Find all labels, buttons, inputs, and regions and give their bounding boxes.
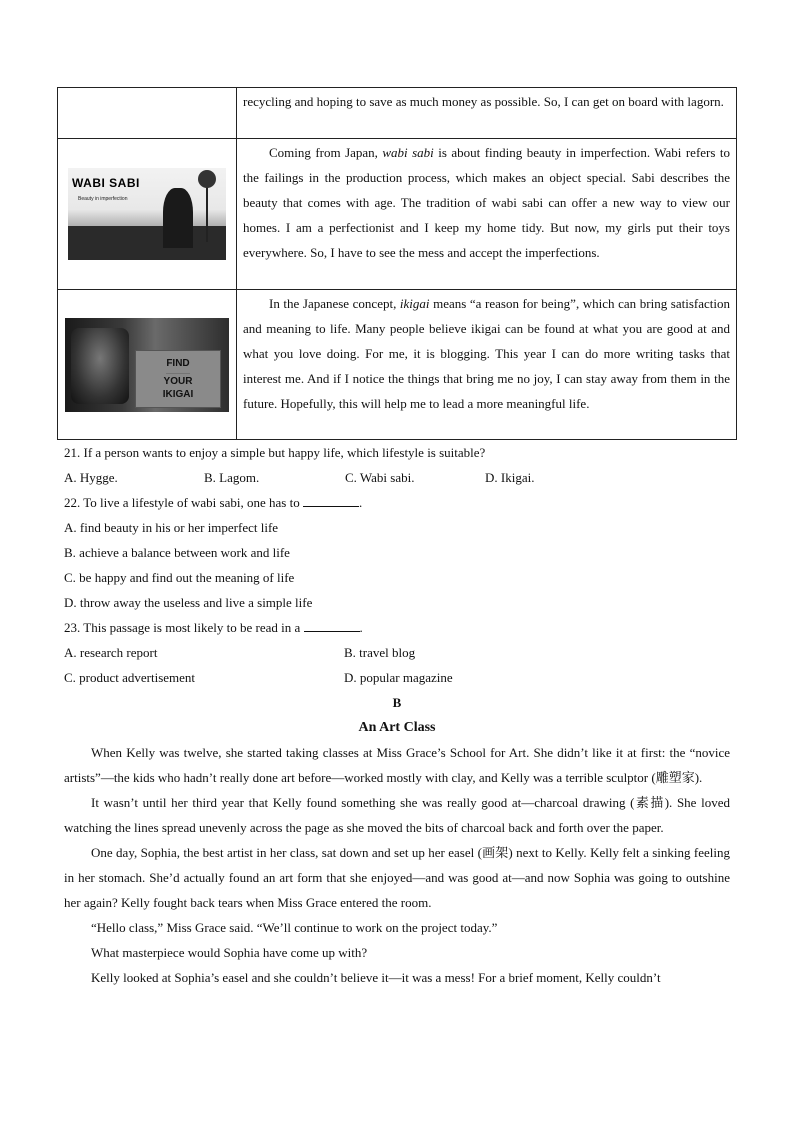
answer-blank[interactable]: [303, 492, 359, 507]
wabi-sabi-paragraph: [243, 140, 730, 265]
question-23-options-row2: [64, 665, 730, 690]
ikigai-line-3: IKIGAI: [162, 388, 194, 400]
image-cell: [58, 290, 237, 440]
passage-paragraph: When Kelly was twelve, she started taking classes at Miss Grace’s School for Art. She didn’t like it at first: the “novice artists”—the kids who hadn’t really done art before—worked mostly with clay, and Kelly was a terrible sculptor (雕塑家).: [64, 745, 730, 785]
questions-and-passage: [64, 440, 730, 990]
option-a[interactable]: A. find beauty in his or her imperfect life: [64, 520, 279, 535]
text-run: In the Japanese concept,: [269, 296, 400, 311]
option-b[interactable]: B. Lagom.: [204, 470, 260, 485]
option-d[interactable]: D. throw away the useless and live a simple life: [64, 595, 313, 610]
option-d[interactable]: D. popular magazine: [344, 670, 453, 685]
image-figure: [163, 188, 193, 248]
option-d[interactable]: D. Ikigai.: [485, 470, 535, 485]
question-22: 22. To live a lifestyle of wabi sabi, one has to .: [64, 490, 730, 515]
passage-paragraph: What masterpiece would Sophia have come up with?: [91, 945, 368, 960]
passage-paragraph: “Hello class,” Miss Grace said. “We’ll continue to work on the project today.”: [91, 920, 498, 935]
ikigai-card: [135, 350, 221, 408]
table-row: [58, 139, 737, 290]
text-run: is about finding beauty in imperfection. Wabi refers to the failings in the production process, which makes an object special. Sabi describes the beauty that comes with age. The tradition of wabi sabi can offer a new way to view our homes. I am a perfectionist and I keep my home tidy. But now, my girls put their toys everywhere. So, I have to see the mess and accept the imperfections.: [243, 145, 731, 260]
wabi-sabi-image-subtitle: Beauty in imperfection: [78, 196, 128, 202]
table-row: [58, 290, 737, 440]
option-b[interactable]: B. travel blog: [344, 645, 416, 660]
option-c[interactable]: C. Wabi sabi.: [345, 470, 415, 485]
passage-paragraph: One day, Sophia, the best artist in her class, sat down and set up her easel (画架) next to Kelly. Kelly felt a sinking feeling in her stomach. She’d actually found an art form that she enjoyed—and was good at—and now Sophia was going to outshine her again? Kelly fought back tears when Miss Grace entered the room.: [64, 845, 730, 910]
question-23: 23. This passage is most likely to be read in a .: [64, 615, 730, 640]
ikigai-divider: ——————: [166, 369, 190, 375]
option-a[interactable]: A. Hygge.: [64, 470, 118, 485]
ikigai-image: [65, 318, 229, 412]
passage-paragraph: Kelly looked at Sophia’s easel and she couldn’t believe it—it was a mess! For a brief moment, Kelly couldn’t: [91, 970, 661, 985]
question-21: 21. If a person wants to enjoy a simple but happy life, which lifestyle is suitable?: [64, 445, 486, 460]
term-wabi-sabi: wabi sabi: [382, 145, 434, 160]
image-cell-empty: [58, 88, 237, 139]
text-run: means “a reason for being”, which can bring satisfaction and meaning to life. Many people believe ikigai can be found at what you are good at and what you love doing. For me, it is blogging. This year I can do more writing tasks that interest me. And if I notice the things that bring me no joy, I can stay away from them in the future. Hopefully, this will help me to lead a more meaningful life.: [243, 296, 730, 411]
option-c[interactable]: C. product advertisement: [64, 670, 196, 685]
lifestyle-table: [57, 87, 737, 440]
ikigai-line-2: YOUR: [163, 375, 193, 387]
passage-paragraph: It wasn’t until her third year that Kelly found something she was really good at—charcoal drawing (素描). She loved watching the lines spread unevenly across the page as she moved the bits of charcoal back and forth over the paper.: [64, 795, 730, 835]
answer-blank[interactable]: [304, 617, 360, 632]
section-letter: B: [392, 695, 402, 710]
wabi-sabi-image-title: WABI SABI: [72, 176, 140, 190]
passage-title: An Art Class: [358, 720, 436, 735]
image-cell: [58, 139, 237, 290]
option-c[interactable]: C. be happy and find out the meaning of life: [64, 570, 295, 585]
question-22-stem: 22. To live a lifestyle of wabi sabi, one has to: [64, 495, 300, 510]
image-shadow: [68, 226, 226, 260]
palm-trunk: [206, 182, 208, 242]
ikigai-paragraph: [243, 291, 730, 416]
question-23-stem: 23. This passage is most likely to be read in a: [64, 620, 301, 635]
ikigai-line-1: FIND: [166, 357, 190, 369]
text-run: Coming from Japan,: [269, 145, 383, 160]
term-ikigai: ikigai: [399, 296, 430, 311]
text-cell: [237, 290, 737, 440]
tree-graphic: [71, 328, 129, 404]
question-21-options: [64, 465, 730, 490]
palm-leaves: [198, 170, 216, 188]
table-row: [58, 88, 737, 139]
text-cell: [237, 139, 737, 290]
wabi-sabi-image: [68, 168, 226, 260]
option-a[interactable]: A. research report: [64, 645, 158, 660]
option-b[interactable]: B. achieve a balance between work and life: [64, 545, 290, 560]
text-cell: [237, 88, 737, 139]
lagom-paragraph-end: recycling and hoping to save as much money as possible. So, I can get on board with lagorn.: [243, 94, 724, 109]
question-23-options-row1: [64, 640, 730, 665]
